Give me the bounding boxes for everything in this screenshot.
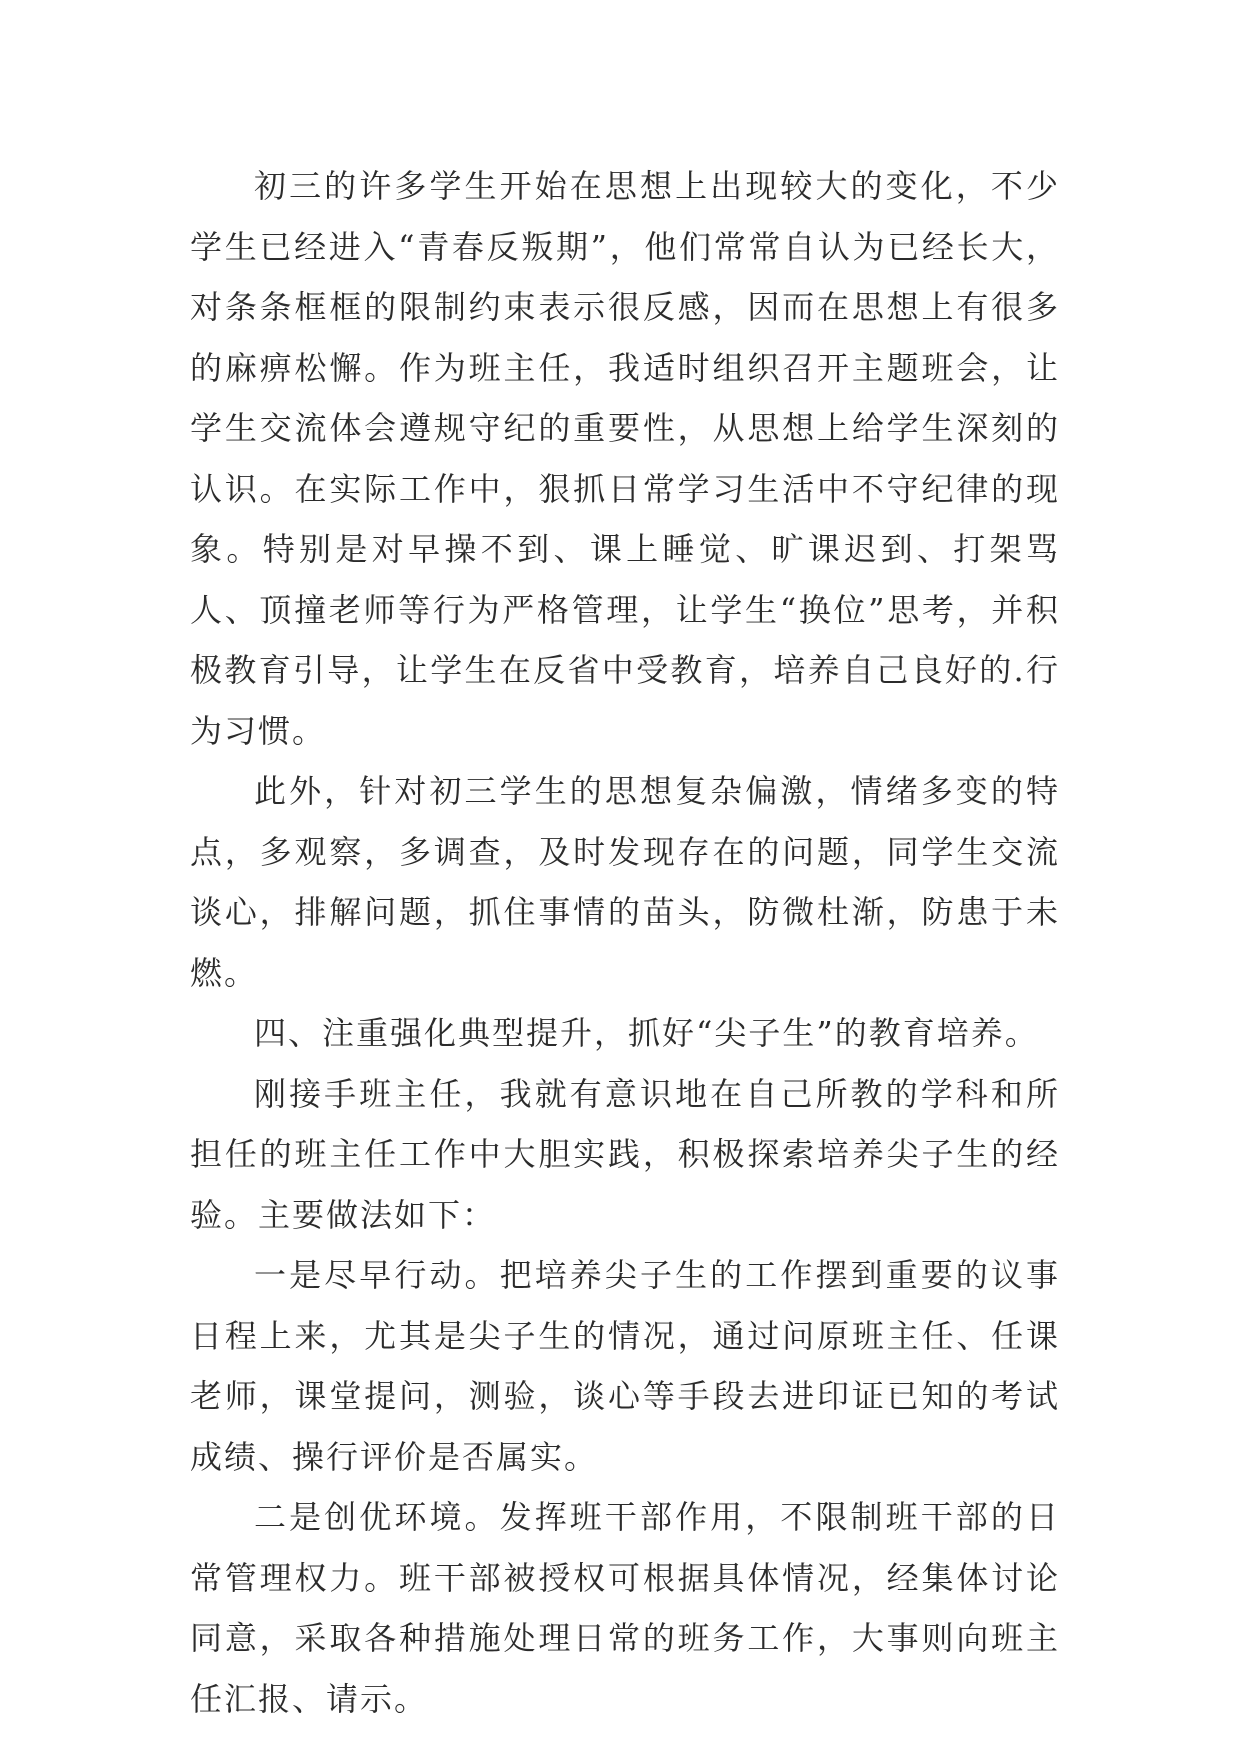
paragraph-observation: 此外，针对初三学生的思想复杂偏激，情绪多变的特点，多观察，多调查，及时发现存在的问题，同学生交流谈心，排解问题，抓住事情的苗头，防微杜渐，防患于未燃。 <box>190 772 1060 992</box>
paragraph-top-students-intro: 刚接手班主任，我就有意识地在自己所教的学科和所担任的班主任工作中大胆实践，积极探索培养尖子生的经验。主要做法如下： <box>190 1074 1060 1234</box>
paragraph-environment: 二是创优环境。发挥班干部作用，不限制班干部的日常管理权力。班干部被授权可根据具体情况，经集体讨论同意，采取各种措施处理日常的班务工作，大事则向班主任汇报、请示。 <box>190 1498 1060 1718</box>
section-heading-four: 四、注重强化典型提升，抓好“尖子生”的教育培养。 <box>254 1014 1039 1052</box>
document-body <box>190 156 1060 1729</box>
paragraph-early-action: 一是尽早行动。把培养尖子生的工作摆到重要的议事日程上来，尤其是尖子生的情况，通过问原班主任、任课老师，课堂提问，测验，谈心等手段去进印证已知的考试成绩、操行评价是否属实。 <box>190 1256 1060 1476</box>
paragraph-discipline: 初三的许多学生开始在思想上出现较大的变化，不少学生已经进入“青春反叛期”，他们常常自认为已经长大，对条条框框的限制约束表示很反感，因而在思想上有很多的麻痹松懈。作为班主任，我适时组织召开主题班会，让学生交流体会遵规守纪的重要性，从思想上给学生深刻的认识。在实际工作中，狠抓日常学习生活中不守纪律的现象。特别是对早操不到、课上睡觉、旷课迟到、打架骂人、顶撞老师等行为严格管理，让学生“换位”思考，并积极教育引导，让学生在反省中受教育，培养自己良好的.行为习惯。 <box>190 167 1060 750</box>
